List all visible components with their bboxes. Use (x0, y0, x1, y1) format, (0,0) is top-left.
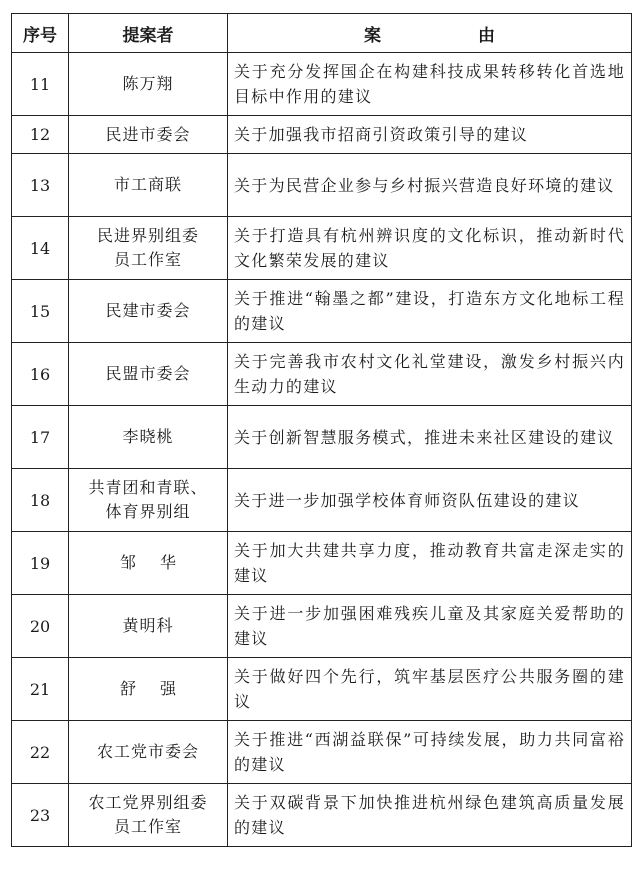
row-number: 15 (12, 280, 69, 343)
row-number: 17 (12, 406, 69, 469)
row-case: 关于创新智慧服务模式，推进未来社区建设的建议 (228, 406, 632, 469)
table-row (12, 343, 632, 406)
table-row (12, 154, 632, 217)
row-proposer: 共青团和青联、体育界别组 (69, 469, 228, 532)
row-case: 关于推进“西湖益联保”可持续发展，助力共同富裕的建议 (228, 721, 632, 784)
row-number: 18 (12, 469, 69, 532)
row-number: 12 (12, 116, 69, 154)
row-proposer: 黄明科 (69, 595, 228, 658)
row-case: 关于做好四个先行，筑牢基层医疗公共服务圈的建议 (228, 658, 632, 721)
table-row (12, 116, 632, 154)
row-number: 21 (12, 658, 69, 721)
row-proposer: 陈万翔 (69, 53, 228, 116)
row-number: 14 (12, 217, 69, 280)
table-row (12, 658, 632, 721)
row-number: 20 (12, 595, 69, 658)
row-number: 16 (12, 343, 69, 406)
table-row (12, 406, 632, 469)
table-body (12, 53, 632, 847)
row-proposer: 农工党市委会 (69, 721, 228, 784)
row-proposer: 民盟市委会 (69, 343, 228, 406)
row-case: 关于加强我市招商引资政策引导的建议 (228, 116, 632, 154)
row-case: 关于双碳背景下加快推进杭州绿色建筑高质量发展的建议 (228, 784, 632, 847)
row-proposer: 李晓桃 (69, 406, 228, 469)
row-proposer: 民建市委会 (69, 280, 228, 343)
table-row (12, 53, 632, 116)
row-number: 23 (12, 784, 69, 847)
row-proposer (69, 532, 228, 595)
row-proposer-text: 舒强 (119, 679, 200, 698)
table-row (12, 280, 632, 343)
proposals-table (11, 13, 632, 847)
header-number: 序号 (12, 14, 69, 53)
row-case: 关于进一步加强困难残疾儿童及其家庭关爱帮助的建议 (228, 595, 632, 658)
row-case: 关于充分发挥国企在构建科技成果转移转化首选地目标中作用的建议 (228, 53, 632, 116)
row-case: 关于推进“翰墨之都”建设，打造东方文化地标工程的建议 (228, 280, 632, 343)
row-case: 关于为民营企业参与乡村振兴营造良好环境的建议 (228, 154, 632, 217)
row-number: 19 (12, 532, 69, 595)
header-row (12, 14, 632, 53)
table-row (12, 469, 632, 532)
row-proposer: 民进界别组委员工作室 (69, 217, 228, 280)
row-proposer (69, 658, 228, 721)
table-row (12, 532, 632, 595)
table-row (12, 784, 632, 847)
row-number: 13 (12, 154, 69, 217)
row-proposer-text: 邹华 (119, 553, 200, 572)
row-case: 关于完善我市农村文化礼堂建设，激发乡村振兴内生动力的建议 (228, 343, 632, 406)
row-number: 11 (12, 53, 69, 116)
row-case: 关于进一步加强学校体育师资队伍建设的建议 (228, 469, 632, 532)
row-case: 关于打造具有杭州辨识度的文化标识，推动新时代文化繁荣发展的建议 (228, 217, 632, 280)
row-proposer: 市工商联 (69, 154, 228, 217)
table-row (12, 721, 632, 784)
table-header (12, 14, 632, 53)
row-number: 22 (12, 721, 69, 784)
row-case: 关于加大共建共享力度，推动教育共富走深走实的建议 (228, 532, 632, 595)
row-proposer: 农工党界别组委员工作室 (69, 784, 228, 847)
row-proposer: 民进市委会 (69, 116, 228, 154)
header-proposer: 提案者 (69, 14, 228, 53)
header-case (228, 14, 632, 53)
table-row (12, 595, 632, 658)
header-case-label: 案 由 (364, 25, 535, 46)
table-row (12, 217, 632, 280)
